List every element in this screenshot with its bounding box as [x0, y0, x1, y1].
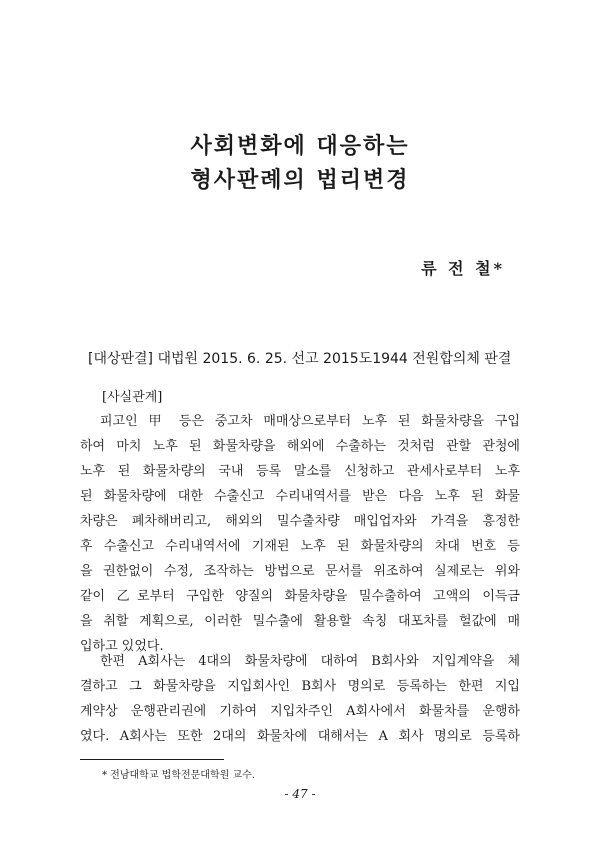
text-line: 을 권한없이 수정, 조작하는 방법으로 문서를 위조하여 실제로는 위와: [80, 564, 520, 579]
text-line: 피고인 甲 등은 중고차 매매상으로부터 노후 된 화물차량을 구입: [100, 414, 520, 429]
text-line: 노후 된 화물차량의 국내 등록 말소를 신청하고 관세사로부터 노후: [80, 464, 520, 479]
body-paragraph-2: [80, 649, 520, 749]
author-name: 류 전 철*: [421, 259, 505, 278]
paper-title-line-1: 사회변화에 대응하는: [190, 134, 410, 159]
text-line: 결하고 그 화물차량을 지입회사인 B회사 명의로 등록하는 한편 지입: [80, 679, 520, 694]
section-label-facts: [사실관계]: [102, 390, 163, 405]
case-heading: [대상판결] 대법원 2015. 6. 25. 선고 2015도1944 전원합의체 판결: [88, 351, 512, 367]
text-line: 후 수출신고 수리내역서에 기재된 노후 된 화물차량의 차대 번호 등: [80, 539, 520, 554]
text-line: 였다. A회사는 또한 2대의 화물차에 대해서는 A 회사 명의로 등록하: [80, 729, 520, 744]
text-line: 입하고 있었다.: [80, 639, 164, 654]
text-line: 계약상 운행관리권에 기하여 지입차주인 A회사에서 화물차를 운행하: [80, 704, 520, 719]
text-line: 을 취할 계획으로, 이러한 밀수출에 활용할 속칭 대포차를 헐값에 매: [80, 614, 520, 629]
text-line: 하여 마치 노후 된 화물차량을 해외에 수출하는 것처럼 관할 관청에: [80, 439, 520, 454]
body-paragraph-1: [80, 409, 520, 659]
page-number: - 47 -: [284, 787, 316, 801]
text-line: 된 화물차량에 대한 수출신고 수리내역서를 받은 다음 노후 된 화물: [80, 489, 520, 504]
footnote-divider: [80, 759, 224, 760]
text-line: 한편 A회사는 4대의 화물차량에 대하여 B회사와 지입계약을 체: [100, 654, 520, 669]
footnote: * 전남대학교 법학전문대학원 교수.: [102, 770, 255, 781]
text-line: 같이 乙로부터 구입한 양질의 화물차량을 밀수출하여 고액의 이득금: [80, 589, 520, 604]
text-line: 차량은 폐차해버리고, 해외의 밀수출차량 매입업자와 가격을 흥정한: [80, 514, 520, 529]
paper-title-line-2: 형사판례의 법리변경: [190, 168, 410, 193]
